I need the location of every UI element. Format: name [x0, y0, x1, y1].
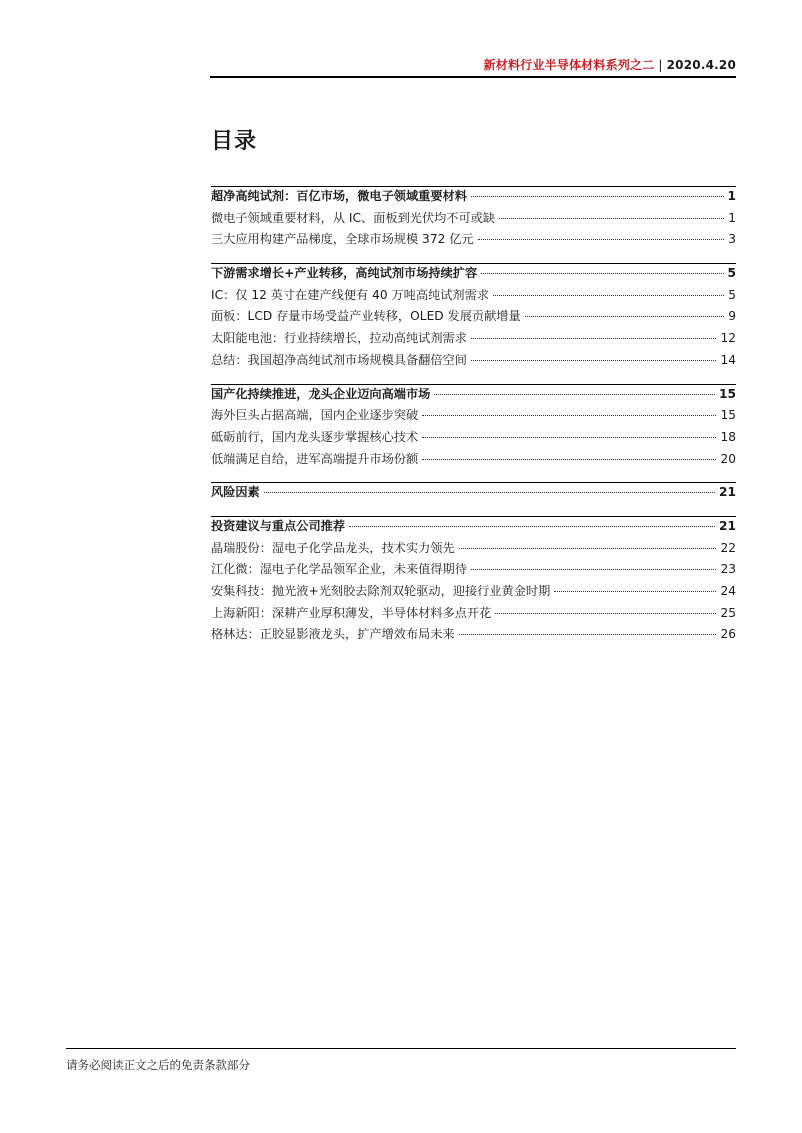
toc-entry-page: 5	[728, 287, 736, 302]
toc-section-entry[interactable]	[211, 263, 736, 286]
toc-subsection-entry[interactable]	[211, 625, 736, 647]
toc-entry-title: 三大应用构建产品梯度，全球市场规模 372 亿元	[211, 232, 474, 247]
footer-rule	[66, 1048, 736, 1049]
dot-leader	[471, 569, 717, 570]
toc-section-entry[interactable]	[211, 384, 736, 407]
toc-section-entry[interactable]	[211, 516, 736, 539]
toc-section-entry[interactable]	[211, 186, 736, 209]
toc-entry-title: 超净高纯试剂：百亿市场，微电子领域重要材料	[211, 189, 467, 203]
report-date: 2020.4.20	[666, 58, 736, 72]
toc-subsection-entry[interactable]	[211, 209, 736, 231]
dot-leader	[493, 295, 724, 296]
dot-leader	[422, 459, 716, 460]
toc-entry-title: 安集科技：抛光液+光刻胶去除剂双轮驱动，迎接行业黄金时期	[211, 584, 551, 598]
dot-leader	[471, 196, 724, 197]
toc-entry-page: 15	[719, 386, 736, 401]
toc-entry-page: 1	[727, 189, 736, 203]
toc-entry-page: 26	[720, 627, 736, 642]
toc-entry-title: 江化微：湿电子化学品领军企业，未来值得期待	[211, 562, 467, 577]
toc-entry-title: 太阳能电池：行业持续增长，拉动高纯试剂需求	[211, 331, 467, 346]
dot-leader	[478, 239, 725, 240]
dot-leader	[459, 634, 717, 635]
dot-leader	[434, 394, 715, 395]
toc-section	[211, 186, 736, 252]
toc-section-entry[interactable]	[211, 482, 736, 505]
dot-leader	[349, 526, 715, 527]
toc-entry-page: 22	[720, 540, 736, 555]
dot-leader	[459, 548, 717, 549]
toc-entry-title: 低端满足自给，进军高端提升市场份额	[211, 451, 419, 466]
toc-entry-page: 20	[720, 451, 736, 466]
dot-leader	[471, 338, 717, 339]
toc-entry-page: 21	[719, 518, 736, 533]
toc-entry-title: 微电子领域重要材料，从 IC、面板到光伏均不可或缺	[211, 210, 496, 225]
toc-entry-title: 下游需求增长+产业转移，高纯试剂市场持续扩容	[211, 266, 478, 281]
toc-entry-page: 3	[728, 232, 736, 247]
toc-entry-page: 14	[720, 352, 736, 367]
disclaimer-footer: 请务必阅读正文之后的免责条款部分	[66, 1058, 250, 1072]
toc-subsection-entry[interactable]	[211, 604, 736, 626]
toc-section	[211, 482, 736, 505]
toc-section	[211, 516, 736, 647]
dot-leader	[422, 415, 716, 416]
toc-entry-page: 24	[720, 584, 736, 598]
toc-entry-page: 23	[720, 562, 736, 577]
dot-leader	[481, 273, 723, 274]
toc-entry-page: 21	[719, 485, 736, 500]
toc-entry-page: 1	[728, 210, 736, 225]
toc-entry-title: 晶瑞股份：湿电子化学品龙头，技术实力领先	[211, 540, 455, 555]
toc-entry-page: 18	[720, 429, 736, 444]
toc-subsection-entry[interactable]	[211, 539, 736, 561]
toc-section	[211, 263, 736, 372]
toc-entry-page: 9	[728, 309, 736, 324]
toc-subsection-entry[interactable]	[211, 307, 736, 329]
toc-subsection-entry[interactable]	[211, 351, 736, 373]
toc-entry-title: 面板：LCD 存量市场受益产业转移，OLED 发展贡献增量	[211, 309, 521, 324]
dot-leader	[499, 218, 724, 219]
toc-subsection-entry[interactable]	[211, 450, 736, 472]
toc-entry-title: 风险因素	[211, 485, 260, 500]
report-series: 新材料行业半导体材料系列之二	[483, 58, 655, 72]
dot-leader	[422, 437, 716, 438]
toc-subsection-entry[interactable]	[211, 286, 736, 308]
dot-leader	[525, 316, 725, 317]
header-rule	[210, 76, 736, 78]
toc-entry-title: 国产化持续推进，龙头企业迈向高端市场	[211, 386, 431, 401]
dot-leader	[554, 591, 716, 592]
toc-subsection-entry[interactable]	[211, 428, 736, 450]
toc-entry-title: 总结：我国超净高纯试剂市场规模具备翻倍空间	[211, 352, 467, 367]
table-of-contents	[211, 186, 736, 658]
toc-entry-title: 格林达：正胶显影液龙头，扩产增效布局未来	[211, 627, 455, 642]
dot-leader	[495, 613, 716, 614]
toc-entry-page: 5	[727, 266, 736, 281]
toc-entry-page: 15	[720, 408, 736, 423]
header-separator: |	[658, 58, 663, 72]
toc-section	[211, 384, 736, 472]
toc-entry-title: 砥砺前行，国内龙头逐步掌握核心技术	[211, 429, 419, 444]
dot-leader	[264, 492, 715, 493]
toc-entry-page: 12	[720, 331, 736, 346]
page-header	[484, 56, 736, 73]
toc-entry-title: IC：仅 12 英寸在建产线便有 40 万吨高纯试剂需求	[211, 287, 489, 302]
toc-subsection-entry[interactable]	[211, 582, 736, 604]
toc-entry-title: 海外巨头占据高端，国内企业逐步突破	[211, 408, 419, 423]
toc-entry-title: 投资建议与重点公司推荐	[211, 518, 346, 533]
toc-entry-title: 上海新阳：深耕产业厚积薄发，半导体材料多点开花	[211, 605, 492, 620]
page-title: 目录	[211, 129, 258, 154]
toc-subsection-entry[interactable]	[211, 329, 736, 351]
toc-subsection-entry[interactable]	[211, 230, 736, 252]
toc-subsection-entry[interactable]	[211, 560, 736, 582]
dot-leader	[471, 360, 717, 361]
toc-entry-page: 25	[720, 605, 736, 620]
toc-subsection-entry[interactable]	[211, 406, 736, 428]
